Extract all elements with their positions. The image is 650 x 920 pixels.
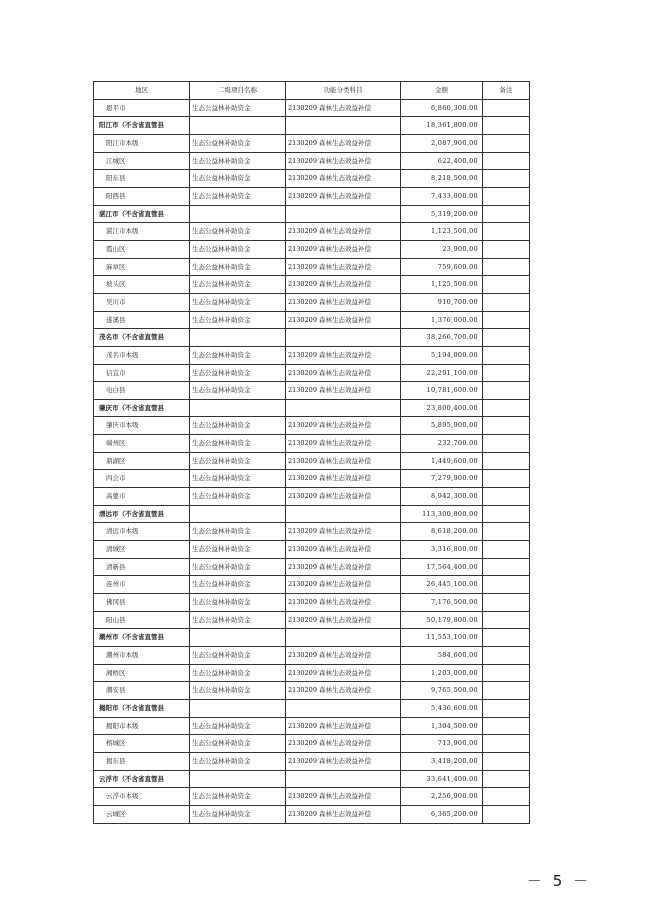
note-cell — [483, 152, 530, 170]
item-cell: 生态公益林补助资金 — [190, 258, 286, 276]
func-cell: 2130209 森林生态效益补偿 — [286, 558, 401, 576]
table-row — [94, 382, 530, 400]
item-cell — [190, 329, 286, 347]
region-cell: 阳江市（不含省直管县 — [94, 117, 190, 135]
item-cell: 生态公益林补助资金 — [190, 664, 286, 682]
table-row — [94, 276, 530, 294]
table-row — [94, 735, 530, 753]
region-cell: 端州区 — [94, 435, 190, 453]
region-cell: 潮州市（不含省直管县 — [94, 629, 190, 647]
func-cell: 2130209 森林生态效益补偿 — [286, 240, 401, 258]
func-cell: 2130209 森林生态效益补偿 — [286, 311, 401, 329]
region-cell: 阳西县 — [94, 187, 190, 205]
city-subtotal-row — [94, 770, 530, 788]
region-cell: 电白县 — [94, 382, 190, 400]
amount-cell: 22,291,100.00 — [401, 364, 483, 382]
func-cell: 2130209 森林生态效益补偿 — [286, 752, 401, 770]
region-cell: 连州市 — [94, 576, 190, 594]
region-cell: 清新县 — [94, 558, 190, 576]
func-cell: 2130209 森林生态效益补偿 — [286, 664, 401, 682]
note-cell — [483, 788, 530, 806]
note-cell — [483, 717, 530, 735]
item-cell: 生态公益林补助资金 — [190, 435, 286, 453]
amount-cell: 584,600.00 — [401, 647, 483, 665]
table-row — [94, 611, 530, 629]
amount-cell: 8,618,200.00 — [401, 523, 483, 541]
func-cell: 2130209 森林生态效益补偿 — [286, 541, 401, 559]
item-cell: 生态公益林补助资金 — [190, 452, 286, 470]
region-cell: 麻章区 — [94, 258, 190, 276]
func-cell — [286, 329, 401, 347]
table-row — [94, 187, 530, 205]
func-cell: 2130209 森林生态效益补偿 — [286, 576, 401, 594]
table-row — [94, 452, 530, 470]
note-cell — [483, 735, 530, 753]
item-cell: 生态公益林补助资金 — [190, 805, 286, 823]
region-cell: 肇庆市（不含省直管县 — [94, 399, 190, 417]
amount-cell: 18,361,800.00 — [401, 117, 483, 135]
amount-cell: 7,176,500.00 — [401, 594, 483, 612]
table-row — [94, 435, 530, 453]
item-cell: 生态公益林补助资金 — [190, 187, 286, 205]
note-cell — [483, 664, 530, 682]
func-cell: 2130209 森林生态效益补偿 — [286, 611, 401, 629]
note-cell — [483, 523, 530, 541]
note-cell — [483, 364, 530, 382]
item-cell: 生态公益林补助资金 — [190, 364, 286, 382]
func-cell — [286, 770, 401, 788]
item-cell: 生态公益林补助资金 — [190, 576, 286, 594]
note-cell — [483, 346, 530, 364]
amount-cell: 5,194,000.00 — [401, 346, 483, 364]
amount-cell: 23,800,400.00 — [401, 399, 483, 417]
table-row — [94, 170, 530, 188]
region-cell: 揭阳市本级 — [94, 717, 190, 735]
amount-cell: 5,895,900.00 — [401, 417, 483, 435]
item-cell: 生态公益林补助资金 — [190, 417, 286, 435]
amount-cell: 5,436,600.00 — [401, 699, 483, 717]
region-cell: 霞山区 — [94, 240, 190, 258]
item-cell: 生态公益林补助资金 — [190, 611, 286, 629]
func-cell: 2130209 森林生态效益补偿 — [286, 364, 401, 382]
item-cell — [190, 505, 286, 523]
region-cell: 茂名市（不含省直管县 — [94, 329, 190, 347]
amount-cell: 3,418,200.00 — [401, 752, 483, 770]
amount-cell: 2,256,900.00 — [401, 788, 483, 806]
note-cell — [483, 205, 530, 223]
amount-cell: 910,700.00 — [401, 293, 483, 311]
item-cell: 生态公益林补助资金 — [190, 647, 286, 665]
table-body — [94, 99, 530, 823]
region-cell: 阳东县 — [94, 170, 190, 188]
amount-cell: 6,365,200.00 — [401, 805, 483, 823]
amount-cell: 2,087,900.00 — [401, 134, 483, 152]
amount-cell: 1,125,500.00 — [401, 276, 483, 294]
region-cell: 湛江市（不含省直管县 — [94, 205, 190, 223]
func-cell — [286, 505, 401, 523]
amount-cell: 1,376,000.00 — [401, 311, 483, 329]
table-row — [94, 594, 530, 612]
note-cell — [483, 629, 530, 647]
amount-cell: 759,600.00 — [401, 258, 483, 276]
func-cell: 2130209 森林生态效益补偿 — [286, 346, 401, 364]
func-cell: 2130209 森林生态效益补偿 — [286, 258, 401, 276]
table-row — [94, 558, 530, 576]
amount-cell: 10,781,600.00 — [401, 382, 483, 400]
region-cell: 吴川市 — [94, 293, 190, 311]
table-row — [94, 788, 530, 806]
func-cell: 2130209 森林生态效益补偿 — [286, 293, 401, 311]
city-subtotal-row — [94, 505, 530, 523]
table-row — [94, 805, 530, 823]
func-cell: 2130209 森林生态效益补偿 — [286, 417, 401, 435]
note-cell — [483, 382, 530, 400]
table-row — [94, 311, 530, 329]
header-amount: 金额 — [401, 82, 483, 100]
table-row — [94, 364, 530, 382]
region-cell: 阳江市本级 — [94, 134, 190, 152]
item-cell: 生态公益林补助资金 — [190, 470, 286, 488]
item-cell: 生态公益林补助资金 — [190, 717, 286, 735]
header-note: 备注 — [483, 82, 530, 100]
note-cell — [483, 187, 530, 205]
table-row — [94, 346, 530, 364]
func-cell: 2130209 森林生态效益补偿 — [286, 99, 401, 117]
item-cell: 生态公益林补助资金 — [190, 752, 286, 770]
region-cell: 清远市本级 — [94, 523, 190, 541]
func-cell: 2130209 森林生态效益补偿 — [286, 788, 401, 806]
func-cell: 2130209 森林生态效益补偿 — [286, 594, 401, 612]
note-cell — [483, 170, 530, 188]
func-cell: 2130209 森林生态效益补偿 — [286, 152, 401, 170]
region-cell: 鼎湖区 — [94, 452, 190, 470]
table-header-row — [94, 82, 530, 100]
func-cell: 2130209 森林生态效益补偿 — [286, 276, 401, 294]
region-cell: 湘桥区 — [94, 664, 190, 682]
table-row — [94, 523, 530, 541]
note-cell — [483, 647, 530, 665]
note-cell — [483, 452, 530, 470]
func-cell: 2130209 森林生态效益补偿 — [286, 382, 401, 400]
table-row — [94, 647, 530, 665]
amount-cell: 8,218,500.00 — [401, 170, 483, 188]
func-cell: 2130209 森林生态效益补偿 — [286, 682, 401, 700]
region-cell: 茂名市本级 — [94, 346, 190, 364]
note-cell — [483, 488, 530, 506]
table-row — [94, 717, 530, 735]
region-cell: 榕城区 — [94, 735, 190, 753]
amount-cell: 622,400.00 — [401, 152, 483, 170]
note-cell — [483, 311, 530, 329]
note-cell — [483, 258, 530, 276]
amount-cell: 1,449,600.00 — [401, 452, 483, 470]
item-cell — [190, 399, 286, 417]
region-cell: 信宜市 — [94, 364, 190, 382]
note-cell — [483, 117, 530, 135]
region-cell: 揭东县 — [94, 752, 190, 770]
note-cell — [483, 770, 530, 788]
region-cell: 肇庆市本级 — [94, 417, 190, 435]
note-cell — [483, 329, 530, 347]
amount-cell: 50,179,800.00 — [401, 611, 483, 629]
item-cell: 生态公益林补助资金 — [190, 99, 286, 117]
item-cell: 生态公益林补助资金 — [190, 735, 286, 753]
table-row — [94, 99, 530, 117]
item-cell: 生态公益林补助资金 — [190, 541, 286, 559]
city-subtotal-row — [94, 329, 530, 347]
table-row — [94, 258, 530, 276]
item-cell: 生态公益林补助资金 — [190, 223, 286, 241]
note-cell — [483, 558, 530, 576]
region-cell: 云浮市本级 — [94, 788, 190, 806]
item-cell: 生态公益林补助资金 — [190, 170, 286, 188]
table-row — [94, 223, 530, 241]
item-cell: 生态公益林补助资金 — [190, 346, 286, 364]
func-cell — [286, 399, 401, 417]
table-row — [94, 134, 530, 152]
note-cell — [483, 594, 530, 612]
amount-cell: 3,316,800.00 — [401, 541, 483, 559]
item-cell: 生态公益林补助资金 — [190, 558, 286, 576]
amount-cell: 1,123,500.00 — [401, 223, 483, 241]
note-cell — [483, 276, 530, 294]
func-cell: 2130209 森林生态效益补偿 — [286, 470, 401, 488]
table-row — [94, 576, 530, 594]
item-cell: 生态公益林补助资金 — [190, 293, 286, 311]
item-cell — [190, 205, 286, 223]
region-cell: 坡头区 — [94, 276, 190, 294]
amount-cell: 232,700.00 — [401, 435, 483, 453]
table-row — [94, 417, 530, 435]
item-cell — [190, 117, 286, 135]
region-cell: 恩平市 — [94, 99, 190, 117]
note-cell — [483, 470, 530, 488]
amount-cell: 7,279,900.00 — [401, 470, 483, 488]
region-cell: 湛江市本级 — [94, 223, 190, 241]
amount-cell: 5,319,200.00 — [401, 205, 483, 223]
note-cell — [483, 134, 530, 152]
header-item: 二级项目名称 — [190, 82, 286, 100]
funds-table — [93, 81, 530, 824]
func-cell: 2130209 森林生态效益补偿 — [286, 523, 401, 541]
item-cell: 生态公益林补助资金 — [190, 682, 286, 700]
note-cell — [483, 435, 530, 453]
func-cell: 2130209 森林生态效益补偿 — [286, 488, 401, 506]
func-cell — [286, 699, 401, 717]
table-row — [94, 682, 530, 700]
note-cell — [483, 541, 530, 559]
region-cell: 潮安县 — [94, 682, 190, 700]
region-cell: 云浮市（不含省直管县 — [94, 770, 190, 788]
header-func: 功能分类科目 — [286, 82, 401, 100]
amount-cell: 1,203,000.00 — [401, 664, 483, 682]
func-cell: 2130209 森林生态效益补偿 — [286, 735, 401, 753]
item-cell: 生态公益林补助资金 — [190, 240, 286, 258]
amount-cell: 26,445,100.00 — [401, 576, 483, 594]
amount-cell: 8,942,300.00 — [401, 488, 483, 506]
note-cell — [483, 399, 530, 417]
table-row — [94, 488, 530, 506]
note-cell — [483, 805, 530, 823]
func-cell: 2130209 森林生态效益补偿 — [286, 223, 401, 241]
table-row — [94, 541, 530, 559]
amount-cell: 11,553,100.00 — [401, 629, 483, 647]
func-cell — [286, 629, 401, 647]
func-cell: 2130209 森林生态效益补偿 — [286, 717, 401, 735]
item-cell: 生态公益林补助资金 — [190, 152, 286, 170]
note-cell — [483, 611, 530, 629]
amount-cell: 113,300,800.00 — [401, 505, 483, 523]
region-cell: 潮州市本级 — [94, 647, 190, 665]
item-cell — [190, 629, 286, 647]
amount-cell: 713,900.00 — [401, 735, 483, 753]
city-subtotal-row — [94, 117, 530, 135]
amount-cell: 6,860,300.00 — [401, 99, 483, 117]
note-cell — [483, 699, 530, 717]
func-cell: 2130209 森林生态效益补偿 — [286, 134, 401, 152]
region-cell: 高要市 — [94, 488, 190, 506]
region-cell: 江城区 — [94, 152, 190, 170]
amount-cell: 23,900.00 — [401, 240, 483, 258]
table-row — [94, 152, 530, 170]
amount-cell: 33,641,400.00 — [401, 770, 483, 788]
func-cell: 2130209 森林生态效益补偿 — [286, 452, 401, 470]
city-subtotal-row — [94, 629, 530, 647]
region-cell: 云城区 — [94, 805, 190, 823]
func-cell — [286, 205, 401, 223]
item-cell: 生态公益林补助资金 — [190, 523, 286, 541]
note-cell — [483, 505, 530, 523]
note-cell — [483, 293, 530, 311]
func-cell: 2130209 森林生态效益补偿 — [286, 435, 401, 453]
city-subtotal-row — [94, 699, 530, 717]
region-cell: 四会市 — [94, 470, 190, 488]
note-cell — [483, 240, 530, 258]
page-number: － 5 － — [527, 872, 592, 890]
item-cell — [190, 699, 286, 717]
region-cell: 清远市（不含省直管县 — [94, 505, 190, 523]
city-subtotal-row — [94, 399, 530, 417]
region-cell: 清城区 — [94, 541, 190, 559]
table-row — [94, 293, 530, 311]
item-cell — [190, 770, 286, 788]
table-row — [94, 752, 530, 770]
note-cell — [483, 417, 530, 435]
item-cell: 生态公益林补助资金 — [190, 276, 286, 294]
table-row — [94, 240, 530, 258]
table-row — [94, 664, 530, 682]
amount-cell: 7,433,000.00 — [401, 187, 483, 205]
note-cell — [483, 576, 530, 594]
city-subtotal-row — [94, 205, 530, 223]
region-cell: 佛冈县 — [94, 594, 190, 612]
note-cell — [483, 682, 530, 700]
note-cell — [483, 223, 530, 241]
item-cell: 生态公益林补助资金 — [190, 594, 286, 612]
amount-cell: 9,765,500.00 — [401, 682, 483, 700]
func-cell: 2130209 森林生态效益补偿 — [286, 647, 401, 665]
func-cell: 2130209 森林生态效益补偿 — [286, 805, 401, 823]
amount-cell: 38,266,700.00 — [401, 329, 483, 347]
note-cell — [483, 752, 530, 770]
item-cell: 生态公益林补助资金 — [190, 788, 286, 806]
func-cell: 2130209 森林生态效益补偿 — [286, 170, 401, 188]
amount-cell: 1,304,500.00 — [401, 717, 483, 735]
item-cell: 生态公益林补助资金 — [190, 311, 286, 329]
func-cell — [286, 117, 401, 135]
region-cell: 揭阳市（不含省直管县 — [94, 699, 190, 717]
region-cell: 阳山县 — [94, 611, 190, 629]
func-cell: 2130209 森林生态效益补偿 — [286, 187, 401, 205]
note-cell — [483, 99, 530, 117]
item-cell: 生态公益林补助资金 — [190, 488, 286, 506]
amount-cell: 17,564,400.00 — [401, 558, 483, 576]
region-cell: 遂溪县 — [94, 311, 190, 329]
header-region: 地区 — [94, 82, 190, 100]
table-row — [94, 470, 530, 488]
item-cell: 生态公益林补助资金 — [190, 382, 286, 400]
item-cell: 生态公益林补助资金 — [190, 134, 286, 152]
